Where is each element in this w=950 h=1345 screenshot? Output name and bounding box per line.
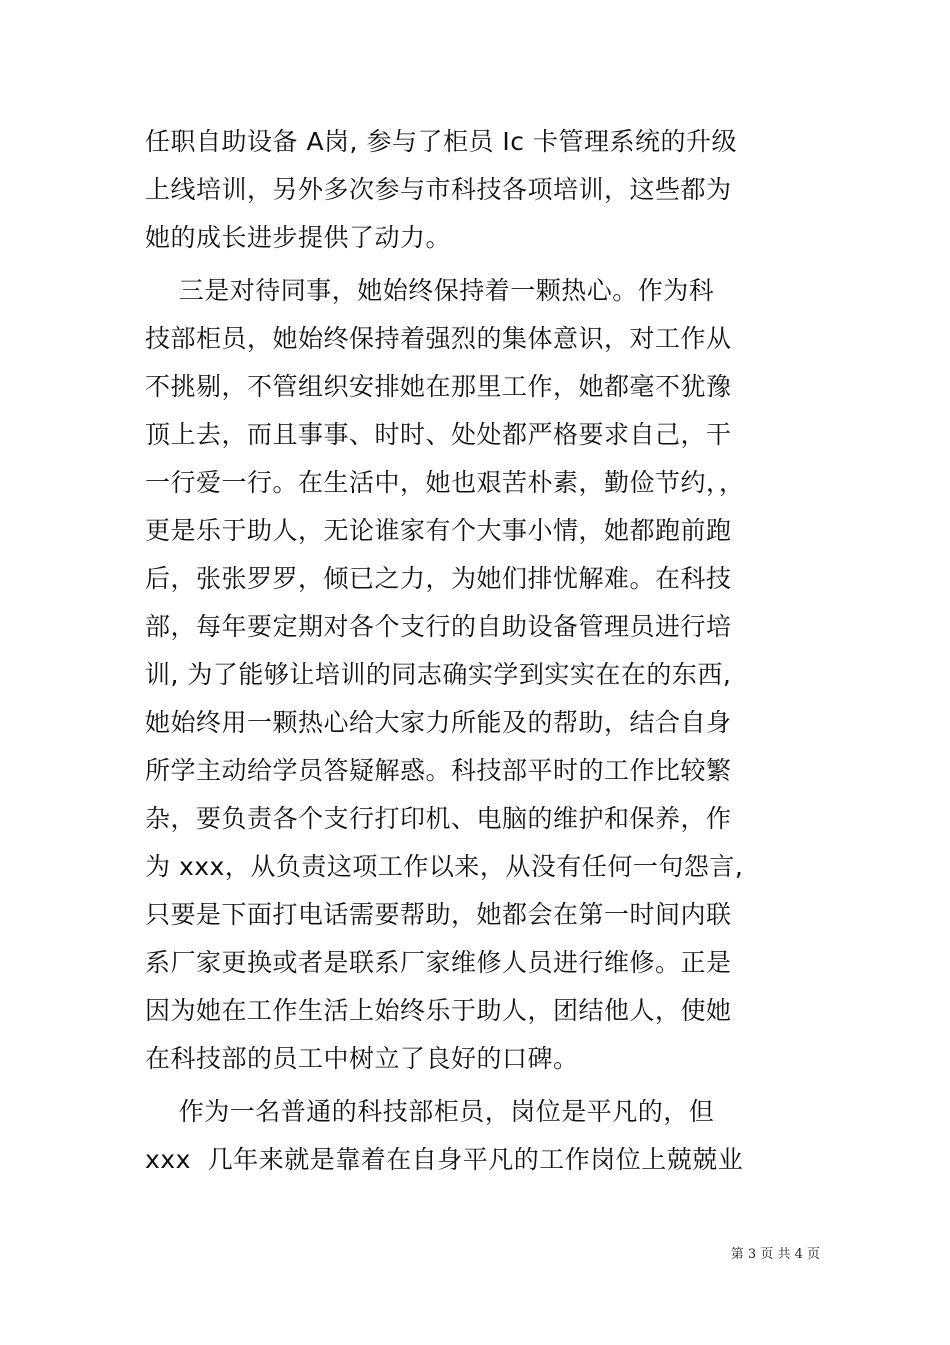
page-number-footer: 第 3 页 共 4 页 xyxy=(730,1247,820,1262)
text-line: 训, 为了能够让培训的同志确实学到实实在在的东西, xyxy=(145,660,732,689)
text-line: 技部柜员，她始终保持着强烈的集体意识，对工作从 xyxy=(145,324,732,353)
text-line: 因为她在工作生活上始终乐于助人，团结他人，使她 xyxy=(145,996,732,1025)
text-line: 作为一名普通的科技部柜员，岗位是平凡的，但 xyxy=(145,1097,715,1126)
text-line: 系厂家更换或者是联系厂家维修人员进行维修。正是 xyxy=(145,948,732,977)
text-line: 杂，要负责各个支行打印机、电脑的维护和保养，作 xyxy=(145,804,732,833)
text-line: 后，张张罗罗，倾已之力，为她们排忧解难。在科技 xyxy=(145,564,732,593)
body-text xyxy=(145,118,805,1184)
text-line: xxx 几年来就是靠着在自身平凡的工作岗位上兢兢业 xyxy=(145,1145,744,1174)
text-line: 顶上去，而且事事、时时、处处都严格要求自己，干 xyxy=(145,420,732,449)
text-line: 部，每年要定期对各个支行的自助设备管理员进行培 xyxy=(145,612,732,641)
text-line: 她始终用一颗热心给大家力所能及的帮助，结合自身 xyxy=(145,708,732,737)
text-line: 所学主动给学员答疑解惑。科技部平时的工作比较繁 xyxy=(145,756,732,785)
text-line: 只要是下面打电话需要帮助，她都会在第一时间内联 xyxy=(145,900,732,929)
text-line: 任职自助设备 A岗, 参与了柜员 Ic 卡管理系统的升级 xyxy=(145,127,737,156)
text-line: 不挑剔，不管组织安排她在那里工作，她都毫不犹豫 xyxy=(145,372,732,401)
text-line: 三是对待同事，她始终保持着一颗热心。作为科 xyxy=(145,276,715,305)
text-line: 更是乐于助人，无论谁家有个大事小情，她都跑前跑 xyxy=(145,516,732,545)
text-line: 上线培训，另外多次参与市科技各项培训，这些都为 xyxy=(145,175,732,204)
text-line: 一行爱一行。在生活中，她也艰苦朴素，勤俭节约，， xyxy=(145,468,745,497)
text-line: 在科技部的员工中树立了良好的口碑。 xyxy=(145,1044,579,1073)
text-line: 她的成长进步提供了动力。 xyxy=(145,223,452,252)
text-line: 为 xxx，从负责这项工作以来，从没有任何一句怨言, xyxy=(145,852,744,881)
